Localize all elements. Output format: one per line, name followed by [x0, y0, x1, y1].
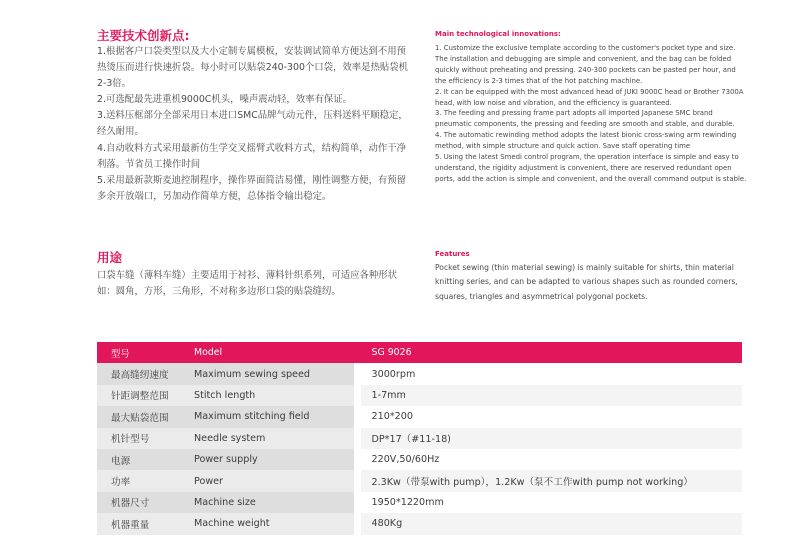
spec-label-cn: 针距调整范围	[97, 385, 184, 406]
spec-value: 480Kg	[357, 513, 742, 534]
spec-header-model-value: SG 9026	[357, 342, 742, 363]
innovation-item-en: 4. The automatic rewinding method adopts the latest bionic cross-swing arm rewinding method, with simple structure and quick action. Save staff operating time	[435, 131, 737, 151]
spec-row	[97, 406, 742, 427]
spec-label-cn: 机器尺寸	[97, 492, 184, 513]
spec-table	[97, 342, 742, 535]
innovation-item-en: 3. The feeding and pressing frame part adopts all imported Japanese SMC brand pneumatic components, the pressing and feeding are smooth and stable, and durable.	[435, 109, 735, 129]
spec-value: 1-7mm	[357, 385, 742, 406]
spec-label-cn: 机器重量	[97, 513, 184, 534]
spec-row	[97, 513, 742, 534]
innovation-item-cn: 4.自动收料方式采用最新仿生学交叉摇臂式收料方式，结构简单，动作干净利落。节省员工操作时间	[97, 142, 406, 170]
spec-value: 210*200	[357, 406, 742, 427]
spec-value: DP*17（#11-18)	[357, 428, 742, 449]
spec-label-cn: 机针型号	[97, 428, 184, 449]
spec-label-en: Needle system	[184, 428, 357, 449]
spec-header-label-en: Model	[184, 342, 357, 363]
innovation-item-cn: 5.采用最新款斯麦迪控制程序，操作界面简洁易懂，刚性调整方便，有预留多余开放端口，另加动作简单方便，总体指令输出稳定。	[97, 174, 406, 202]
spec-row	[97, 385, 742, 406]
spec-row	[97, 449, 742, 470]
spec-label-en: Maximum sewing speed	[184, 363, 357, 384]
innovations-list-cn	[97, 44, 415, 205]
innovation-item-cn: 2.可选配最先进重机9000C机头，噪声震动轻，效率有保证。	[97, 94, 352, 106]
innovation-item-cn: 3.送料压框部分全部采用日本进口SMC品牌气动元件，压料送料平顺稳定，经久耐用。	[97, 110, 408, 138]
spec-header-label-cn: 型号	[97, 342, 184, 363]
spec-value: 3000rpm	[357, 363, 742, 384]
innovation-item-cn: 1.根据客户口袋类型以及大小定制专属模板，安装调试简单方便达到不用预热烫压而进行快速折袋。每小时可以贴袋240-300个口袋，效率是热贴袋机2-3倍。	[97, 46, 409, 90]
spec-label-en: Power supply	[184, 449, 357, 470]
spec-table-header	[97, 342, 742, 363]
spec-row	[97, 363, 742, 384]
spec-label-en: Machine weight	[184, 513, 357, 534]
spec-label-cn: 电源	[97, 449, 184, 470]
innovations-list-en	[435, 43, 747, 185]
innovation-item-en: 5. Using the latest Smedi control program, the operation interface is simple and easy to understand, the rigidity adjustment is convenient, there are reserved redundant open ports, add the action is simple and convenient, and the overall command output is stable.	[435, 153, 747, 183]
features-text-en: Pocket sewing (thin material sewing) is mainly suitable for shirts, thin material knitting series, and can be adapted to various shapes such as rounded corners, squares, triangles and asymmetrical polygonal pockets.	[435, 263, 738, 301]
spec-value: 220V,50/60Hz	[357, 449, 742, 470]
innovation-item-en: 1. Customize the exclusive template according to the customer's pocket type and size. The installation and debugging are simple and convenient, and the bag can be folded quickly without preheating and pressing. 240-300 pockets can be pasted per hour, and the efficiency is 2-3 times that of the hot patching machine.	[435, 44, 736, 85]
innovation-item-en: 2. It can be equipped with the most advanced head of JUKI 9000C head or Brother 7300A head, with low noise and vibration, and the efficiency is guaranteed.	[435, 87, 744, 107]
spec-value: 2.3Kw（带泵with pump），1.2Kw（泵不工作with pump not working）	[357, 470, 742, 491]
spec-value: 1950*1220mm	[357, 492, 742, 513]
spec-label-cn: 功率	[97, 470, 184, 491]
usage-title-cn: 用途	[97, 250, 123, 265]
spec-row	[97, 492, 742, 513]
spec-label-en: Power	[184, 470, 357, 491]
spec-label-cn: 最大贴袋范围	[97, 406, 184, 427]
spec-label-en: Stitch length	[184, 385, 357, 406]
innovations-title-cn: 主要技术创新点:	[97, 28, 190, 43]
spec-label-cn: 最高缝纫速度	[97, 363, 184, 384]
spec-row	[97, 470, 742, 491]
features-title-en: Features	[435, 250, 470, 258]
usage-text-cn: 口袋车缝（薄料车缝）主要适用于衬衫、薄料针织系列，可适应各种形状如：圆角，方形，三角形，不对称多边形口袋的贴袋缝纫。	[97, 270, 398, 298]
spec-label-en: Machine size	[184, 492, 357, 513]
spec-label-en: Maximum stitching field	[184, 406, 357, 427]
innovations-title-en: Main technological innovations:	[435, 30, 561, 38]
spec-row	[97, 428, 742, 449]
